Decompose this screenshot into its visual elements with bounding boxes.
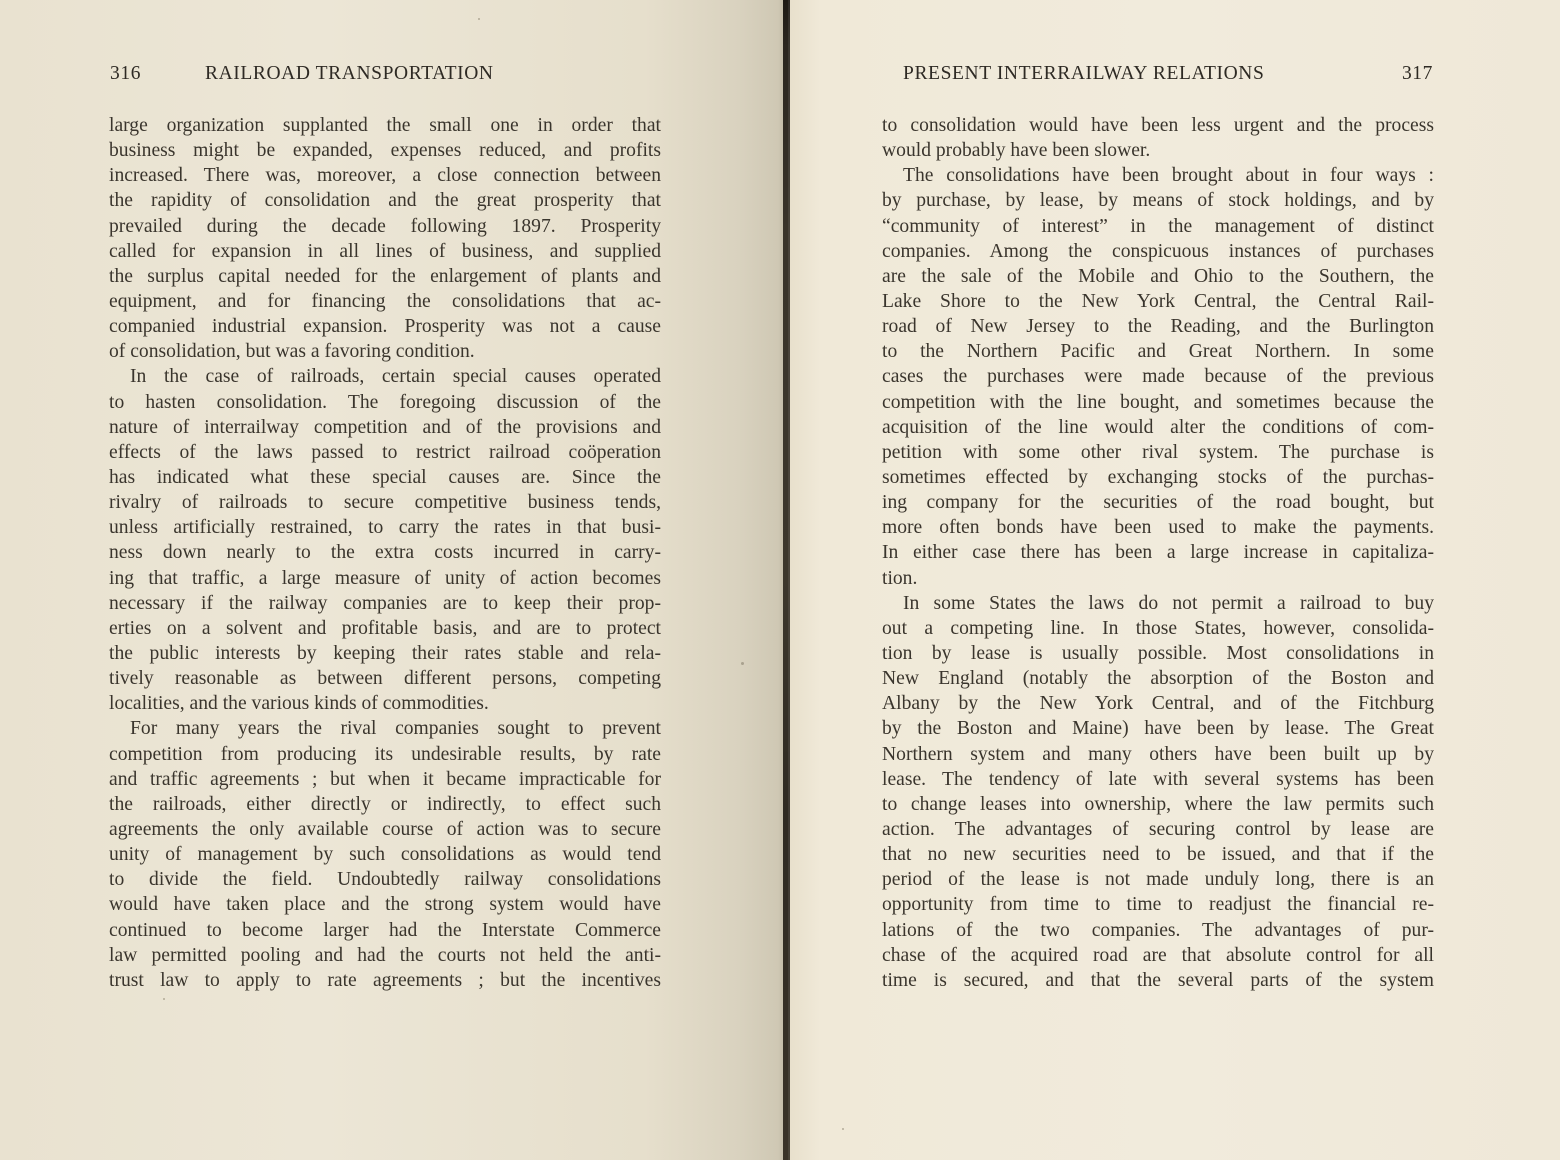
text-line: necessary if the railway companies are to keep their prop- <box>109 592 661 614</box>
text-line: localities, and the various kinds of commodities. <box>109 693 489 715</box>
text-line: ing that traffic, a large measure of unity of action becomes <box>109 567 661 589</box>
text-line: companies. Among the conspicuous instances of purchases <box>882 240 1434 262</box>
text-line: lations of the two companies. The advantages of pur- <box>882 919 1434 941</box>
text-line: period of the lease is not made unduly long, there is an <box>882 869 1434 891</box>
page-number: 317 <box>1401 63 1433 84</box>
text-line: continued to become larger had the Interstate Commerce <box>109 919 661 941</box>
text-line: For many years the rival companies sought to prevent <box>130 718 661 740</box>
text-line: out a competing line. In those States, however, consolida- <box>882 617 1434 639</box>
text-line: ness down nearly to the extra costs incurred in carry- <box>109 542 661 564</box>
text-line: agreements the only available course of action was to secure <box>109 818 661 840</box>
text-line: New England (notably the absorption of the Boston and <box>882 668 1434 690</box>
text-line: unless artificially restrained, to carry the rates in that busi- <box>109 517 661 539</box>
left-page-body <box>109 113 661 993</box>
text-line: effects of the laws passed to restrict railroad coöperation <box>109 441 661 463</box>
text-line: would have taken place and the strong system would have <box>109 894 661 916</box>
page-number: 316 <box>110 63 142 84</box>
text-line: unity of management by such consolidations as would tend <box>109 844 661 866</box>
text-line: cases the purchases were made because of the previous <box>882 366 1434 388</box>
text-line: would probably have been slower. <box>882 140 1151 162</box>
text-line: tion. <box>882 567 918 589</box>
paper-speck <box>842 1128 844 1130</box>
text-line: business might be expanded, expenses reduced, and profits <box>109 140 661 162</box>
text-line: to the Northern Pacific and Great Northern. In some <box>882 341 1434 363</box>
text-line: to change leases into ownership, where the law permits such <box>882 793 1434 815</box>
text-line: In some States the laws do not permit a railroad to buy <box>903 592 1434 614</box>
text-line: “community of interest” in the management of distinct <box>882 215 1434 237</box>
text-line: action. The advantages of securing control by lease are <box>882 818 1434 840</box>
text-line: by purchase, by lease, by means of stock holdings, and by <box>882 190 1434 212</box>
text-line: In either case there has been a large increase in capitaliza- <box>882 542 1434 564</box>
text-line: large organization supplanted the small one in order that <box>109 115 661 136</box>
text-line: companied industrial expansion. Prosperity was not a cause <box>109 316 661 338</box>
text-line: road of New Jersey to the Reading, and the Burlington <box>882 316 1434 338</box>
paper-speck <box>478 18 480 20</box>
text-line: Lake Shore to the New York Central, the Central Rail- <box>882 290 1434 312</box>
text-line: petition with some other rival system. The purchase is <box>882 441 1434 463</box>
text-line: erties on a solvent and profitable basis, and are to protect <box>109 617 661 639</box>
text-line: In the case of railroads, certain special causes operated <box>130 366 661 388</box>
text-line: to hasten consolidation. The foregoing discussion of the <box>109 391 661 413</box>
text-line: called for expansion in all lines of business, and supplied <box>109 240 661 262</box>
text-line: to consolidation would have been less urgent and the process <box>882 115 1434 136</box>
paper-speck <box>741 662 744 665</box>
text-line: to divide the field. Undoubtedly railway consolidations <box>109 869 661 891</box>
text-line: lease. The tendency of late with several systems has been <box>882 768 1434 790</box>
text-line: rivalry of railroads to secure competitive business tends, <box>109 492 661 514</box>
text-line: time is secured, and that the several parts of the system <box>882 969 1434 991</box>
text-line: of consolidation, but was a favoring condition. <box>109 341 475 363</box>
text-line: sometimes effected by exchanging stocks of the purchas- <box>882 466 1434 488</box>
text-line: Northern system and many others have been built up by <box>882 743 1434 765</box>
text-line: the railroads, either directly or indirectly, to effect such <box>109 793 661 815</box>
text-line: the public interests by keeping their rates stable and rela- <box>109 642 661 664</box>
text-line: opportunity from time to time to readjust the financial re- <box>882 894 1434 916</box>
text-line: equipment, and for financing the consolidations that ac- <box>109 290 661 312</box>
text-line: Albany by the New York Central, and of the Fitchburg <box>882 693 1434 715</box>
text-line: competition from producing its undesirable results, by rate <box>109 743 661 765</box>
text-line: the surplus capital needed for the enlargement of plants and <box>109 265 661 287</box>
text-line: tion by lease is usually possible. Most consolidations in <box>882 642 1434 664</box>
text-line: and traffic agreements ; but when it became impracticable for <box>109 768 661 790</box>
text-line: law permitted pooling and had the courts not held the anti- <box>109 944 661 966</box>
text-line: chase of the acquired road are that absolute control for all <box>882 944 1434 966</box>
running-head-title: PRESENT INTERRAILWAY RELATIONS <box>903 63 1265 84</box>
text-line: increased. There was, moreover, a close connection between <box>109 165 661 187</box>
text-line: has indicated what these special causes are. Since the <box>109 466 661 488</box>
text-line: tively reasonable as between different persons, competing <box>109 668 661 690</box>
right-page-body <box>882 113 1434 993</box>
paper-speck <box>163 998 165 1000</box>
running-head-title: RAILROAD TRANSPORTATION <box>205 63 494 84</box>
text-line: The consolidations have been brought about in four ways : <box>903 165 1434 187</box>
text-line: are the sale of the Mobile and Ohio to the Southern, the <box>882 265 1434 287</box>
text-line: nature of interrailway competition and of the provisions and <box>109 416 661 438</box>
text-line: prevailed during the decade following 1897. Prosperity <box>109 215 661 237</box>
text-line: by the Boston and Maine) have been by lease. The Great <box>882 718 1434 740</box>
text-line: ing company for the securities of the road bought, but <box>882 492 1434 514</box>
text-line: the rapidity of consolidation and the great prosperity that <box>109 190 661 212</box>
text-line: trust law to apply to rate agreements ; but the incentives <box>109 969 661 991</box>
text-line: more often bonds have been used to make the payments. <box>882 517 1434 539</box>
text-line: that no new securities need to be issued, and that if the <box>882 844 1434 866</box>
text-line: acquisition of the line would alter the conditions of com- <box>882 416 1434 438</box>
text-line: competition with the line bought, and sometimes because the <box>882 391 1434 413</box>
